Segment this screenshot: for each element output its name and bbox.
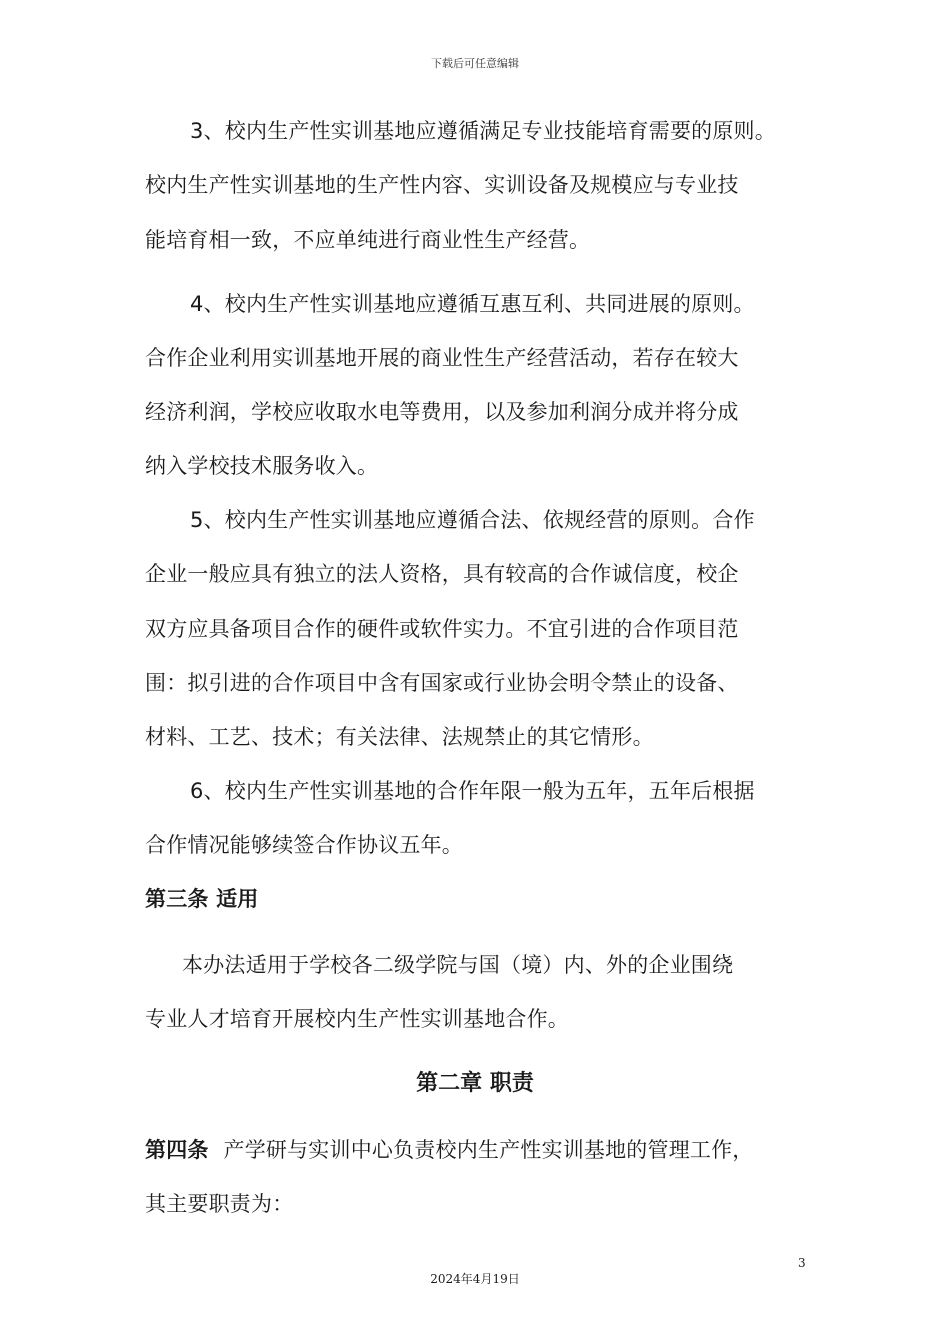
paragraph-line: 经济利润，学校应收取水电等费用，以及参加利润分成并将分成: [145, 400, 739, 424]
paragraph-line: 6、校内生产性实训基地的合作年限一般为五年，五年后根据: [190, 779, 755, 803]
paragraph-line: 企业一般应具有独立的法人资格，具有较高的合作诚信度，校企: [145, 562, 739, 586]
paragraph-line: 本办法适用于学校各二级学院与国（境）内、外的企业围绕: [182, 953, 734, 977]
article-4-text: 产学研与实训中心负责校内生产性实训基地的管理工作，: [223, 1138, 754, 1162]
paragraph-line: 合作情况能够续签合作协议五年。: [145, 833, 463, 857]
page-header: 下载后可任意编辑: [431, 57, 519, 70]
paragraph-line: 3、校内生产性实训基地应遵循满足专业技能培育需要的原则。: [190, 119, 776, 143]
chapter-2-heading: 第二章 职责: [416, 1071, 534, 1096]
paragraph-line: 纳入学校技术服务收入。: [145, 454, 379, 478]
footer-date: 2024年4月19日: [430, 1272, 520, 1286]
paragraph-line: 4、校内生产性实训基地应遵循互惠互利、共同进展的原则。: [190, 292, 755, 316]
paragraph-line: 围：拟引进的合作项目中含有国家或行业协会明令禁止的设备、: [145, 671, 739, 695]
paragraph-line: 其主要职责为：: [145, 1192, 294, 1216]
article-4-label: 第四条: [145, 1138, 209, 1162]
paragraph-line: 专业人才培育开展校内生产性实训基地合作。: [145, 1007, 569, 1031]
paragraph-line: 能培育相一致，不应单纯进行商业性生产经营。: [145, 228, 591, 252]
paragraph-line: 5、校内生产性实训基地应遵循合法、依规经营的原则。合作: [190, 508, 755, 532]
paragraph-line: 双方应具备项目合作的硬件或软件实力。不宜引进的合作项目范: [145, 617, 739, 641]
page-number: 3: [798, 1256, 806, 1270]
paragraph-line: 校内生产性实训基地的生产性内容、实训设备及规模应与专业技: [145, 173, 739, 197]
paragraph-line: 材料、工艺、技术；有关法律、法规禁止的其它情形。: [145, 725, 654, 749]
article-3-heading: 第三条 适用: [145, 887, 259, 911]
article-4-line: [145, 1135, 754, 1165]
paragraph-line: 合作企业利用实训基地开展的商业性生产经营活动，若存在较大: [145, 346, 739, 370]
